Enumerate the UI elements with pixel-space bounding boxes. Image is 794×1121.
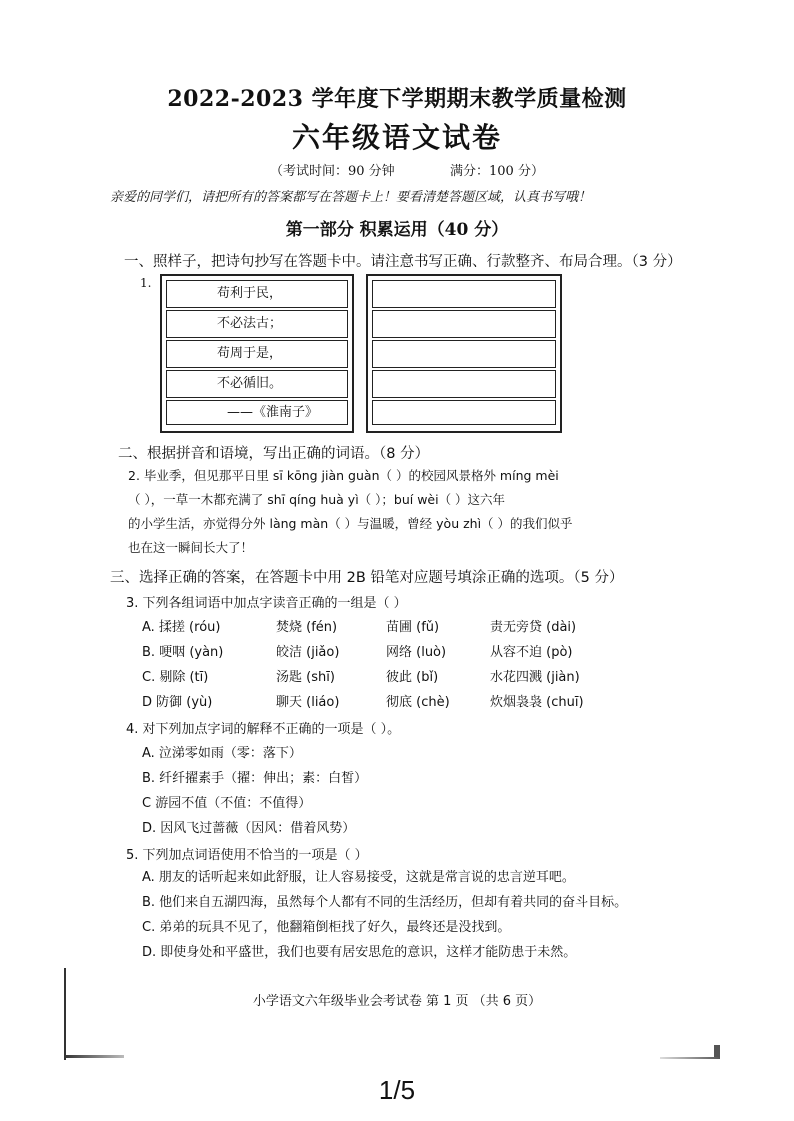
answer-line[interactable] [372,310,556,338]
section3-heading: 三、选择正确的答案，在答题卡中用 2B 铅笔对应题号填涂正确的选项。（5 分） [110,570,624,586]
q3-option-b-word: 网络 (luò) [386,645,447,660]
q3-stem: 3. 下列各组词语中加点字读音正确的一组是（ ） [126,596,407,611]
q3-option-b-word: 从容不迫 (pò) [490,645,573,660]
section2-line: 的小学生活，亦觉得分外 làng màn（ ）与温暖，曾经 yòu zhì（ ）的我们似乎 [128,516,573,531]
answer-line[interactable] [372,340,556,368]
section2-line: 也在这一瞬间长大了！ [128,540,254,555]
sample-source: ——《淮南子》 [166,400,348,425]
question-number: 1. [140,276,152,290]
q5-option-a[interactable]: A. 朋友的话听起来如此舒服，让人容易接受，这就是常言说的忠言逆耳吧。 [142,870,575,885]
exam-score: 满分：100 分） [450,164,544,179]
q3-option-a-word: 责无旁贷 (dài) [490,620,577,635]
q3-option-d[interactable]: D 防御 (yù) [142,695,213,710]
q3-option-b[interactable]: B. 哽咽 (yàn) [142,645,224,660]
page-counter: 1/5 [378,1075,416,1105]
q3-option-c-word: 彼此 (bǐ) [386,670,439,685]
section2-heading: 二、根据拼音和语境，写出正确的词语。（8 分） [118,446,430,462]
q3-option-b-word: 皎洁 (jiǎo) [276,645,340,660]
scan-edge-mark [64,968,66,1060]
sample-line: 不必循旧。 [166,370,348,398]
copy-sample-box [160,274,354,433]
q3-option-c-word: 水花四溅 (jiàn) [490,670,580,685]
page-footer: 小学语文六年级毕业会考试卷 第 1 页 （共 6 页） [252,994,542,1009]
scan-edge-mark [714,1045,720,1057]
section1-heading: 一、照样子，把诗句抄写在答题卡中。请注意书写正确、行款整齐、布局合理。（3 分） [124,254,682,270]
q3-option-d-word: 聊天 (liáo) [276,695,340,710]
scan-edge-mark [64,1055,124,1058]
sample-line: 苟利于民， [166,280,348,308]
q5-stem: 5. 下列加点词语使用不恰当的一项是（ ） [126,848,368,863]
q4-option-b[interactable]: B. 纤纤擢素手（擢：伸出；素：白皙） [142,771,368,786]
notice-text: 亲爱的同学们，请把所有的答案都写在答题卡上！要看清楚答题区域，认真书写哦！ [110,190,592,205]
part-title: 第一部分 积累运用（40 分） [285,220,509,240]
q4-option-a[interactable]: A. 泣涕零如雨（零：落下） [142,746,302,761]
answer-line[interactable] [372,400,556,425]
q3-option-c-word: 汤匙 (shī) [276,670,335,685]
q3-option-a-word: 焚烧 (fén) [276,620,338,635]
scan-edge-mark [660,1057,720,1059]
answer-line[interactable] [372,280,556,308]
exam-time: （考试时间：90 分钟 [270,164,395,179]
answer-line[interactable] [372,370,556,398]
q3-option-a-word: 苗圃 (fǔ) [386,620,440,635]
section2-line: 2. 毕业季，但见那平日里 sī kōng jiàn guàn（ ）的校园风景格外 míng mèi [128,468,559,483]
q4-stem: 4. 对下列加点字词的解释不正确的一项是（ ）。 [126,722,401,737]
copy-answer-box[interactable] [366,274,562,433]
q3-option-a[interactable]: A. 揉搓 (róu) [142,620,221,635]
q4-option-c[interactable]: C 游园不值（不值：不值得） [142,796,312,811]
q3-option-d-word: 彻底 (chè) [386,695,450,710]
q3-option-d-word: 炊烟袅袅 (chuī) [490,695,584,710]
section2-line: （ ），一草一木都充满了 shī qíng huà yì（ ）；buí wèi（ ）这六年 [128,492,506,507]
exam-title: 2022-2023 学年度下学期期末教学质量检测 [167,86,627,112]
exam-subtitle: 六年级语文试卷 [291,121,502,154]
q5-option-d[interactable]: D. 即使身处和平盛世，我们也要有居安思危的意识，这样才能防患于未然。 [142,945,577,960]
sample-line: 不必法古； [166,310,348,338]
q5-option-c[interactable]: C. 弟弟的玩具不见了，他翻箱倒柜找了好久，最终还是没找到。 [142,920,511,935]
q4-option-d[interactable]: D. 因风飞过蔷薇（因风：借着风势） [142,821,356,836]
q5-option-b[interactable]: B. 他们来自五湖四海，虽然每个人都有不同的生活经历，但却有着共同的奋斗目标。 [142,895,628,910]
q3-option-c[interactable]: C. 剔除 (tī) [142,670,209,685]
sample-line: 苟周于是， [166,340,348,368]
